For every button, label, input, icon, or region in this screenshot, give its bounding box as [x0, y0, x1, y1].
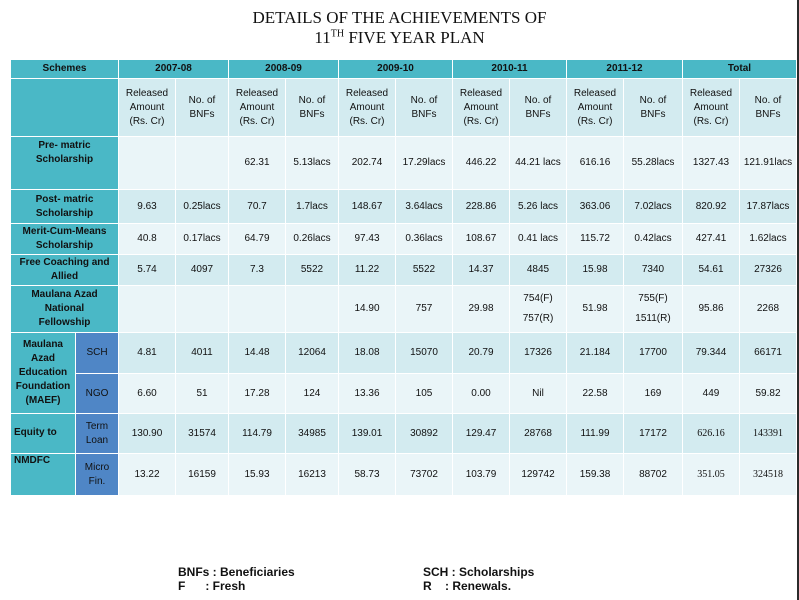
title-plan-number: 11: [314, 28, 331, 47]
bnfs-header: No. of BNFs: [396, 79, 452, 136]
table-cell: 0.36lacs: [396, 224, 452, 254]
table-cell: 129.47: [453, 414, 509, 453]
table-cell: 0.17lacs: [176, 224, 228, 254]
table-cell: 755(F) 1511(R): [624, 286, 682, 332]
table-cell: 70.7: [229, 190, 285, 223]
header-schemes: Schemes: [11, 60, 118, 78]
table-cell: 0.41 lacs: [510, 224, 566, 254]
table-cell: 18.08: [339, 333, 395, 373]
table-cell: 30892: [396, 414, 452, 453]
table-cell: 139.01: [339, 414, 395, 453]
table-cell: 17.29lacs: [396, 137, 452, 189]
table-cell: 20.79: [453, 333, 509, 373]
table-cell: 44.21 lacs: [510, 137, 566, 189]
table-cell: 16159: [176, 454, 228, 495]
table-cell: 2268: [740, 286, 796, 332]
row-pre-matric: [11, 137, 796, 189]
table-cell: 51: [176, 374, 228, 413]
header-year: 2007-08: [119, 60, 228, 78]
legend-fresh: F : Fresh: [178, 579, 246, 593]
bnfs-header: No. of BNFs: [176, 79, 228, 136]
table-cell: 13.36: [339, 374, 395, 413]
table-cell: [176, 286, 228, 332]
title-plan-text: FIVE YEAR PLAN: [344, 28, 485, 47]
table-cell: 427.41: [683, 224, 739, 254]
table-cell: 79.344: [683, 333, 739, 373]
header-year: 2010-11: [453, 60, 566, 78]
subheader-blank: [11, 79, 118, 136]
table-cell: 4097: [176, 255, 228, 285]
table-cell: 95.86: [683, 286, 739, 332]
table-cell: 4845: [510, 255, 566, 285]
table-cell: 4.81: [119, 333, 175, 373]
sub-scheme-tag: Micro Fin.: [76, 454, 118, 495]
table-cell: 5.26 lacs: [510, 190, 566, 223]
table-cell: 62.31: [229, 137, 285, 189]
table-cell: 363.06: [567, 190, 623, 223]
table-cell: 27326: [740, 255, 796, 285]
row-equity-term-loan: [11, 414, 796, 453]
table-cell: 0.42lacs: [624, 224, 682, 254]
table-cell: 0.00: [453, 374, 509, 413]
table-cell: 5522: [396, 255, 452, 285]
table-cell: 169: [624, 374, 682, 413]
table-cell: [229, 286, 285, 332]
table-cell: 40.8: [119, 224, 175, 254]
year-header-row: [11, 60, 796, 78]
table-cell: 73702: [396, 454, 452, 495]
table-cell: 6.60: [119, 374, 175, 413]
header-year: 2009-10: [339, 60, 452, 78]
scheme-label: NMDFC: [11, 454, 75, 495]
table-cell: 1.62lacs: [740, 224, 796, 254]
table-cell: 88702: [624, 454, 682, 495]
row-post-matric: [11, 190, 796, 223]
sub-scheme-tag: SCH: [76, 333, 118, 373]
scheme-label: Equity to: [11, 414, 75, 453]
table-cell: 7340: [624, 255, 682, 285]
table-cell: 1.7lacs: [286, 190, 338, 223]
table-cell: 5.74: [119, 255, 175, 285]
header-total: Total: [683, 60, 796, 78]
title-superscript: TH: [330, 28, 345, 40]
table-cell: 17.87lacs: [740, 190, 796, 223]
table-cell: 351.05: [683, 454, 739, 495]
table-cell: 0.25lacs: [176, 190, 228, 223]
table-cell: 159.38: [567, 454, 623, 495]
table-cell: 15.93: [229, 454, 285, 495]
scheme-label: Free Coaching and Allied: [11, 255, 118, 285]
bnfs-header: No. of BNFs: [286, 79, 338, 136]
table-cell: 114.79: [229, 414, 285, 453]
table-cell: 4011: [176, 333, 228, 373]
bnfs-header: No. of BNFs: [624, 79, 682, 136]
table-cell: Nil: [510, 374, 566, 413]
table-cell: 97.43: [339, 224, 395, 254]
table-cell: 14.48: [229, 333, 285, 373]
table-cell: 55.28lacs: [624, 137, 682, 189]
table-cell: 129742: [510, 454, 566, 495]
table-cell: 616.16: [567, 137, 623, 189]
achievements-table: [10, 59, 797, 496]
table-cell: 21.184: [567, 333, 623, 373]
table-cell: 22.58: [567, 374, 623, 413]
table-cell: 51.98: [567, 286, 623, 332]
row-maef-sch: [11, 333, 796, 373]
row-maulana-fellowship: [11, 286, 796, 332]
row-equity-micro-fin: [11, 454, 796, 495]
table-cell: 3.64lacs: [396, 190, 452, 223]
table-cell: 15.98: [567, 255, 623, 285]
table-cell: 228.86: [453, 190, 509, 223]
bnfs-header: No. of BNFs: [510, 79, 566, 136]
table-cell: 324518: [740, 454, 796, 495]
table-cell: 626.16: [683, 414, 739, 453]
table-cell: 103.79: [453, 454, 509, 495]
row-maef-ngo: [11, 374, 796, 413]
released-amount-header: Released Amount (Rs. Cr): [567, 79, 623, 136]
table-cell: 449: [683, 374, 739, 413]
table-cell: 7.02lacs: [624, 190, 682, 223]
table-cell: 143391: [740, 414, 796, 453]
table-cell: 59.82: [740, 374, 796, 413]
released-amount-header: Released Amount (Rs. Cr): [339, 79, 395, 136]
table-cell: 34985: [286, 414, 338, 453]
legend-bnfs: BNFs : Beneficiaries: [178, 565, 295, 579]
table-cell: [119, 137, 175, 189]
table-cell: 5522: [286, 255, 338, 285]
table-cell: 17700: [624, 333, 682, 373]
table-cell: 0.26lacs: [286, 224, 338, 254]
table-cell: 16213: [286, 454, 338, 495]
table-cell: 820.92: [683, 190, 739, 223]
table-cell: 54.61: [683, 255, 739, 285]
table-cell: 14.90: [339, 286, 395, 332]
table-cell: 130.90: [119, 414, 175, 453]
row-free-coaching: [11, 255, 796, 285]
table-cell: [119, 286, 175, 332]
table-cell: 29.98: [453, 286, 509, 332]
legend-renewals: R : Renewals.: [423, 579, 512, 593]
title-line-2: [0, 28, 799, 48]
subheader-row: [11, 79, 796, 136]
table-cell: 7.3: [229, 255, 285, 285]
table-cell: 757: [396, 286, 452, 332]
scheme-label: Maulana Azad Education Foundation (MAEF): [11, 333, 75, 413]
scheme-label: Merit-Cum-Means Scholarship: [11, 224, 118, 254]
legend-scholarships: SCH : Scholarships: [423, 565, 535, 579]
table-cell: 31574: [176, 414, 228, 453]
table-cell: 58.73: [339, 454, 395, 495]
released-amount-header: Released Amount (Rs. Cr): [683, 79, 739, 136]
scheme-label: Post- matric Scholarship: [11, 190, 118, 223]
bnfs-header: No. of BNFs: [740, 79, 796, 136]
released-amount-header: Released Amount (Rs. Cr): [229, 79, 285, 136]
table-cell: [286, 286, 338, 332]
header-year: 2008-09: [229, 60, 338, 78]
table-cell: 148.67: [339, 190, 395, 223]
title-line-1: DETAILS OF THE ACHIEVEMENTS OF: [252, 8, 547, 27]
table-cell: [176, 137, 228, 189]
row-merit-cum-means: [11, 224, 796, 254]
table-cell: 15070: [396, 333, 452, 373]
table-cell: 17172: [624, 414, 682, 453]
page-title: [0, 8, 799, 48]
sub-scheme-tag: Term Loan: [76, 414, 118, 453]
table-cell: 64.79: [229, 224, 285, 254]
table-cell: 1327.43: [683, 137, 739, 189]
table-cell: 66171: [740, 333, 796, 373]
table-cell: 108.67: [453, 224, 509, 254]
released-amount-header: Released Amount (Rs. Cr): [453, 79, 509, 136]
table-cell: 17326: [510, 333, 566, 373]
table-cell: 105: [396, 374, 452, 413]
table-cell: 446.22: [453, 137, 509, 189]
table-cell: 17.28: [229, 374, 285, 413]
table-cell: 11.22: [339, 255, 395, 285]
table-cell: 111.99: [567, 414, 623, 453]
table-cell: 14.37: [453, 255, 509, 285]
table-cell: 13.22: [119, 454, 175, 495]
table-cell: 9.63: [119, 190, 175, 223]
released-amount-header: Released Amount (Rs. Cr): [119, 79, 175, 136]
table-cell: 124: [286, 374, 338, 413]
table-cell: 5.13lacs: [286, 137, 338, 189]
table-cell: 115.72: [567, 224, 623, 254]
header-year: 2011-12: [567, 60, 682, 78]
sub-scheme-tag: NGO: [76, 374, 118, 413]
scheme-label: Pre- matric Scholarship: [11, 137, 118, 189]
table-cell: 28768: [510, 414, 566, 453]
scheme-label: Maulana Azad National Fellowship: [11, 286, 118, 332]
table-cell: 754(F) 757(R): [510, 286, 566, 332]
table-cell: 121.91lacs: [740, 137, 796, 189]
table-cell: 12064: [286, 333, 338, 373]
table-cell: 202.74: [339, 137, 395, 189]
